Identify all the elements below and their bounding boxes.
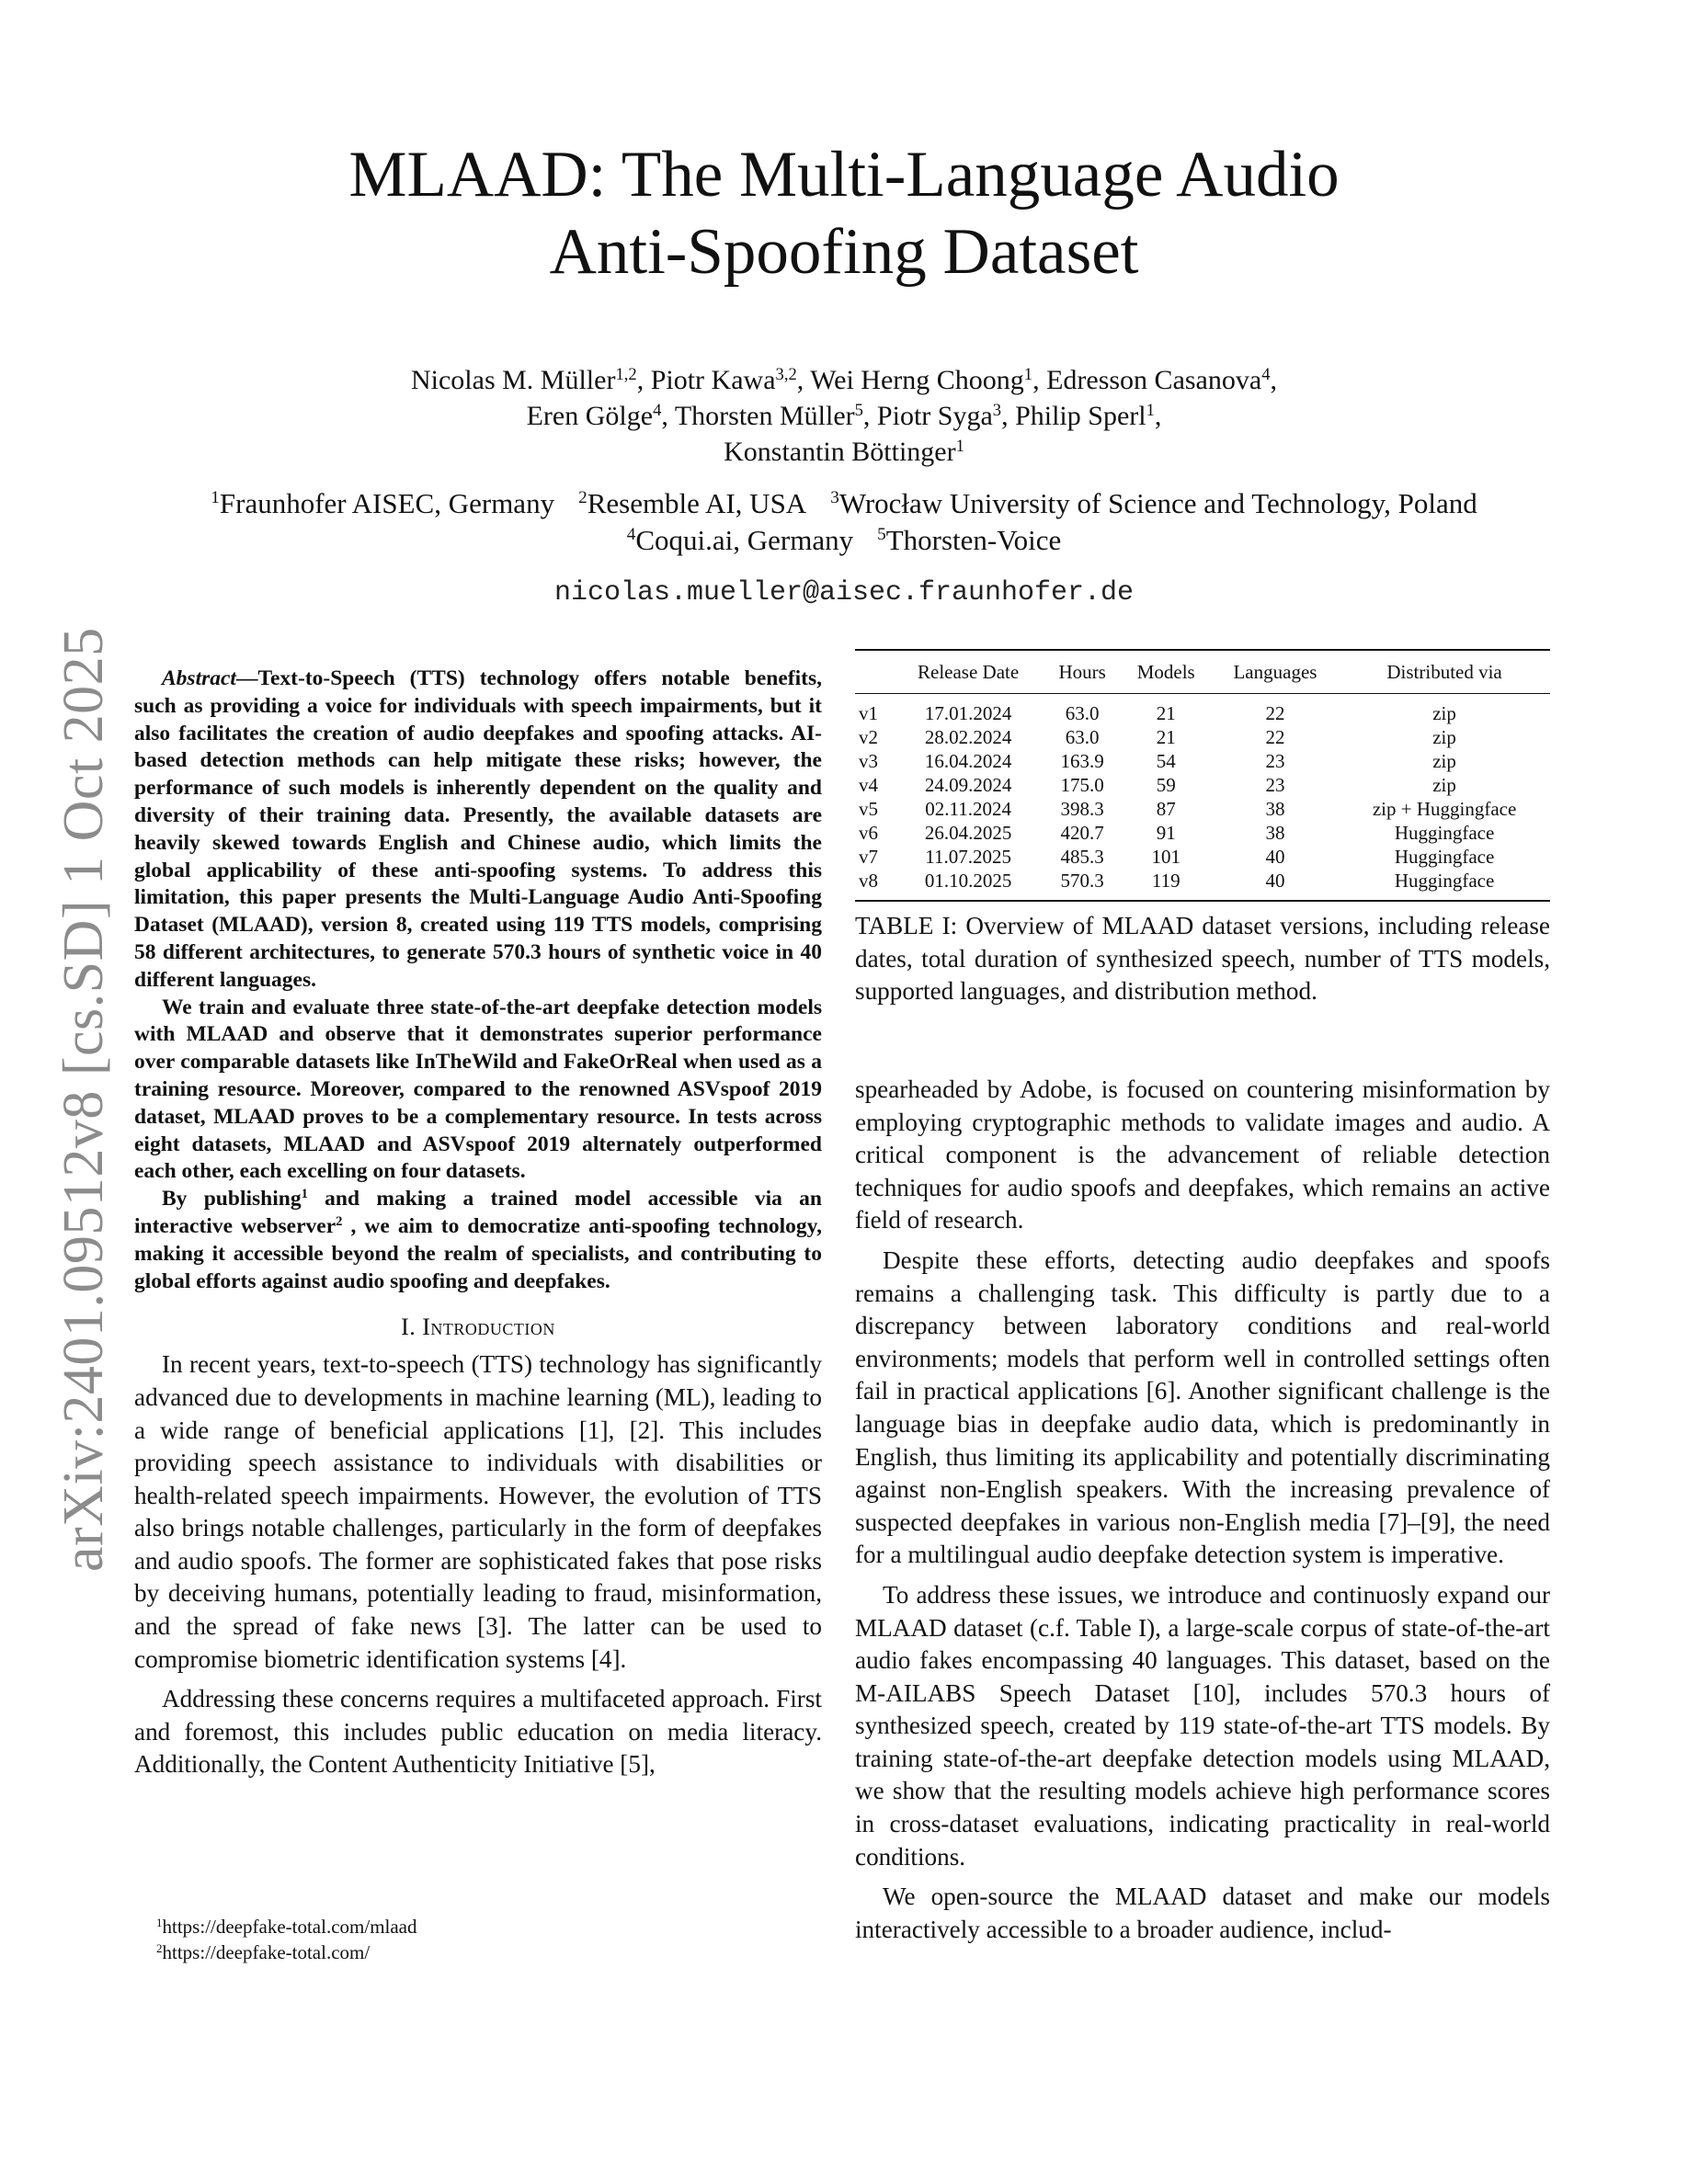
table-cell: v3 (859, 750, 878, 772)
versions-table-container (855, 649, 1550, 902)
abstract-text-1: Text-to-Speech (TTS) technology offers notable benefits, such as providing a voice for individuals with speech impairments, but it also facilitates the creation of audio deepfakes and spoofing attacks. AI-based detection methods can help mitigate these risks; however, the performance of such models is inherently dependent on the quality and diversity of their training data. Presently, the available datasets are heavily skewed towards English and Chinese audio, which limits the global applicability of these anti-spoofing systems. To address this limitation, this paper presents the Multi-Language Audio Anti-Spoofing Dataset (MLAAD), version 8, created using 119 TTS models, comprising 58 different architectures, to generate 570.3 hours of synthetic voice in 40 different languages. (134, 666, 822, 992)
author-line (0, 362, 1688, 398)
intro-paragraph: Despite these efforts, detecting audio deepfakes and spoofs remains a challenging task. This difficulty is partly due to a discrepancy between laboratory conditions and real-world environments; models that perform well in controlled settings often fail in practical applications [6]. Another significant challenge is the language bias in deepfake audio data, which is predominantly in English, thus limiting its applicability and potentially discriminating against non-English speakers. With the increasing prevalence of suspected deepfakes in various non-English media [7]–[9], the need for a multilingual audio deepfake detection system is imperative. (855, 1246, 1550, 1569)
footnotes (156, 1914, 417, 1965)
table-cell: 22 (1265, 702, 1285, 724)
table-cell: v1 (859, 702, 878, 724)
author-separator: , (1154, 401, 1162, 431)
abstract-text-3b: and making a trained model accessible via an interactive webserver (134, 1187, 822, 1238)
author-separator: , (636, 365, 651, 395)
table-row (855, 773, 1550, 797)
abstract-label: Abstract (162, 666, 236, 690)
footnote-2 (156, 1939, 417, 1965)
abstract-paragraph-3 (134, 1186, 822, 1295)
author-affiliation-mark: 1,2 (615, 364, 637, 384)
footnote-ref-1[interactable]: 1 (301, 1187, 308, 1202)
affiliation-list (0, 485, 1688, 559)
table-cell: 23 (1265, 774, 1285, 796)
table-cell: v2 (859, 726, 878, 748)
author-separator: , (862, 401, 877, 431)
table-cell: 17.01.2024 (924, 702, 1012, 724)
table-body (855, 694, 1550, 902)
table-cell: 23 (1265, 750, 1285, 772)
affiliation-name: Coqui.ai, Germany (635, 524, 854, 556)
table-header-cell (855, 650, 893, 694)
author-affiliation-mark: 5 (854, 400, 863, 420)
intro-paragraph: We open-source the MLAAD dataset and make our models interactively accessible to a broader audience, includ- (855, 1883, 1550, 1943)
abstract-paragraph-1 (134, 665, 822, 995)
author-separator: , (1032, 365, 1047, 395)
affiliation-name: Fraunhofer AISEC, Germany (219, 487, 555, 519)
abstract-text-3c: , we aim to democratize anti-spoofing technology, making it accessible beyond the realm of specialists, and contributing to global efforts against audio spoofing and deepfakes. (134, 1213, 823, 1293)
table-cell: 28.02.2024 (924, 726, 1012, 748)
author-affiliation-mark: 1 (1023, 364, 1033, 384)
abstract-paragraph-2: We train and evaluate three state-of-the-art deepfake detection models with MLAAD and observe that it demonstrates superior performance over comparable datasets like InTheWild and FakeOrReal when used as a training resource. Moreover, compared to the renowned ASVspoof 2019 dataset, MLAAD proves to be a complementary resource. In tests across eight datasets, MLAAD and ASVspoof 2019 alternately outperformed each other, each excelling on four datasets. (134, 995, 822, 1184)
table-cell: v8 (855, 869, 893, 901)
table-cell: Huggingface (1394, 822, 1495, 844)
table-cell: Huggingface (1394, 846, 1495, 868)
author-affiliation-mark: 1 (1146, 400, 1155, 420)
table-cell: zip + Huggingface (1372, 798, 1517, 820)
affiliation-mark: 2 (578, 488, 587, 508)
table-cell: 101 (1151, 846, 1180, 868)
author-separator: , (796, 365, 811, 395)
affiliation-name: Resemble AI, USA (587, 487, 807, 519)
footnote-1 (156, 1914, 417, 1939)
table-header-cell: Hours (1044, 650, 1121, 694)
table-header-cell: Release Date (893, 650, 1044, 694)
affiliation-mark: 1 (211, 488, 220, 508)
intro-paragraph: In recent years, text-to-speech (TTS) technology has significantly advanced due to developments in machine learning (ML), leading to a wide range of beneficial applications [1], [2]. This includes providing speech assistance to individuals with disabilities or health-related speech impairments. However, the evolution of TTS also brings notable challenges, particularly in the form of deepfakes and audio spoofs. The former are sophisticated fakes that pose risks by deceiving humans, potentially leading to fraud, misinformation, and the spread of fake news [3]. The latter can be used to compromise biometric identification systems [4]. (134, 1350, 822, 1673)
table-cell: 40 (1212, 869, 1339, 901)
affiliation-line (0, 485, 1688, 522)
table-header-cell: Languages (1212, 650, 1339, 694)
table-cell: v7 (859, 846, 878, 868)
table-cell: 54 (1156, 750, 1176, 772)
table-cell: 40 (1265, 846, 1285, 868)
abstract-text-3a: By publishing (162, 1187, 302, 1211)
table-cell: 21 (1156, 702, 1176, 724)
title-line-1: MLAAD: The Multi-Language Audio (348, 139, 1340, 210)
intro-paragraph: Addressing these concerns requires a multifaceted approach. First and foremost, this includes public education on media literacy. Additionally, the Content Authenticity Initiative [5], (134, 1685, 822, 1779)
author-name: Nicolas M. Müller (410, 365, 616, 395)
affiliation-mark: 5 (877, 525, 886, 545)
table-cell: 38 (1265, 798, 1285, 820)
table-cell: 485.3 (1060, 846, 1104, 868)
introduction-right-text (855, 1074, 1550, 1946)
abstract (134, 665, 822, 1295)
abstract-dash: — (235, 666, 258, 690)
table-cell: 22 (1265, 726, 1285, 748)
author-separator: , (661, 401, 675, 431)
section-number: I. (401, 1314, 423, 1341)
author-separator: , (1270, 365, 1277, 395)
table-header-cell: Distributed via (1339, 650, 1550, 694)
arxiv-side-stamp: arXiv:2401.09512v8 [cs.SD] 1 Oct 2025 (52, 627, 115, 1572)
author-name: Philip Sperl (1015, 401, 1146, 431)
author-name: Piotr Kawa (650, 365, 776, 395)
section-title: Introduction (422, 1314, 555, 1341)
table-cell: 63.0 (1065, 702, 1100, 724)
table-cell: 119 (1121, 869, 1212, 901)
table-cell: 63.0 (1065, 726, 1100, 748)
table-cell: 26.04.2025 (924, 822, 1012, 844)
author-line (0, 434, 1688, 470)
table-cell: zip (1432, 750, 1456, 772)
author-name: Eren Gölge (526, 401, 654, 431)
author-affiliation-mark: 3 (992, 400, 1002, 420)
affiliation-name: Thorsten-Voice (885, 524, 1062, 556)
table-cell: 420.7 (1060, 822, 1104, 844)
author-name: Konstantin Böttinger (724, 437, 956, 467)
table-cell: 59 (1156, 774, 1176, 796)
author-name: Thorsten Müller (674, 401, 855, 431)
author-separator: , (1001, 401, 1016, 431)
table-cell: zip (1432, 702, 1456, 724)
table-cell: 24.09.2024 (924, 774, 1012, 796)
table-header-cell: Models (1121, 650, 1212, 694)
table-cell: v6 (859, 822, 878, 844)
author-name: Wei Herng Choong (810, 365, 1024, 395)
paper-title (0, 136, 1688, 290)
intro-paragraph: To address these issues, we introduce and continuosly expand our MLAAD dataset (c.f. Table I), a large-scale corpus of state-of-the-art audio fakes encompassing 40 languages. This dataset, based on the M-AILABS Speech Dataset [10], includes 570.3 hours of synthesized speech, created by 119 state-of-the-art TTS models. By training state-of-the-art deepfake detection models using MLAAD, we show that the resulting models achieve high performance scores in cross-dataset evaluations, indicating practicality in real-world conditions. (855, 1580, 1550, 1871)
table-cell: 38 (1265, 822, 1285, 844)
table-cell: Huggingface (1339, 869, 1550, 901)
table-cell: v4 (859, 774, 878, 796)
table-row (855, 694, 1550, 726)
author-affiliation-mark: 4 (1261, 364, 1271, 384)
contact-email[interactable]: nicolas.mueller@aisec.fraunhofer.de (553, 577, 1135, 609)
table-cell: 91 (1156, 822, 1176, 844)
author-list (0, 362, 1688, 470)
table-cell: zip (1432, 726, 1456, 748)
table-row (855, 749, 1550, 773)
footnote-ref-2[interactable]: 2 (336, 1213, 343, 1229)
table-cell: 163.9 (1060, 750, 1104, 772)
table-cell: v5 (859, 798, 878, 820)
footnote-mark: 1 (156, 1915, 163, 1929)
author-affiliation-mark: 4 (653, 400, 662, 420)
footnote-link[interactable]: https://deepfake-total.com/mlaad (162, 1916, 417, 1938)
table-cell: 01.10.2025 (893, 869, 1044, 901)
author-name: Piotr Syga (876, 401, 993, 431)
left-column (134, 665, 822, 1781)
table-cell: zip (1432, 774, 1456, 796)
table-cell: 02.11.2024 (925, 798, 1011, 820)
table-row (855, 725, 1550, 749)
table-cell: 11.07.2025 (925, 846, 1011, 868)
footnote-link[interactable]: https://deepfake-total.com/ (162, 1941, 371, 1963)
author-affiliation-mark: 3,2 (775, 364, 797, 384)
table-cell: 21 (1156, 726, 1176, 748)
table-cell: 16.04.2024 (924, 750, 1012, 772)
table-row (855, 845, 1550, 869)
table-cell: 570.3 (1044, 869, 1121, 901)
table-header-row (855, 650, 1550, 694)
affiliation-name: Wrocław University of Science and Technology, Poland (838, 487, 1477, 519)
section-heading-introduction (134, 1312, 822, 1343)
versions-table (855, 649, 1550, 902)
affiliation-mark: 4 (626, 525, 636, 545)
footnote-mark: 2 (156, 1940, 163, 1955)
table-cell: 398.3 (1060, 798, 1104, 820)
affiliation-line (0, 522, 1688, 559)
table-caption: TABLE I: Overview of MLAAD dataset versions, including release dates, total duration of synthesized speech, number of TTS models, supported languages, and distribution method. (855, 912, 1550, 1006)
title-line-2: Anti-Spoofing Dataset (549, 216, 1139, 288)
author-affiliation-mark: 1 (955, 436, 964, 456)
table-cell: 175.0 (1060, 774, 1104, 796)
table-row (855, 869, 1550, 901)
table-cell: 87 (1156, 798, 1176, 820)
author-line (0, 398, 1688, 434)
table-row (855, 797, 1550, 821)
author-name: Edresson Casanova (1046, 365, 1262, 395)
table-row (855, 821, 1550, 845)
introduction-left-text (134, 1348, 822, 1781)
affiliation-mark: 3 (830, 488, 839, 508)
intro-paragraph: spearheaded by Adobe, is focused on countering misinformation by employing cryptographic methods to validate images and audio. A critical component is the advancement of reliable detection techniques for audio spoofs and deepfakes, which remains an active field of research. (855, 1075, 1550, 1234)
